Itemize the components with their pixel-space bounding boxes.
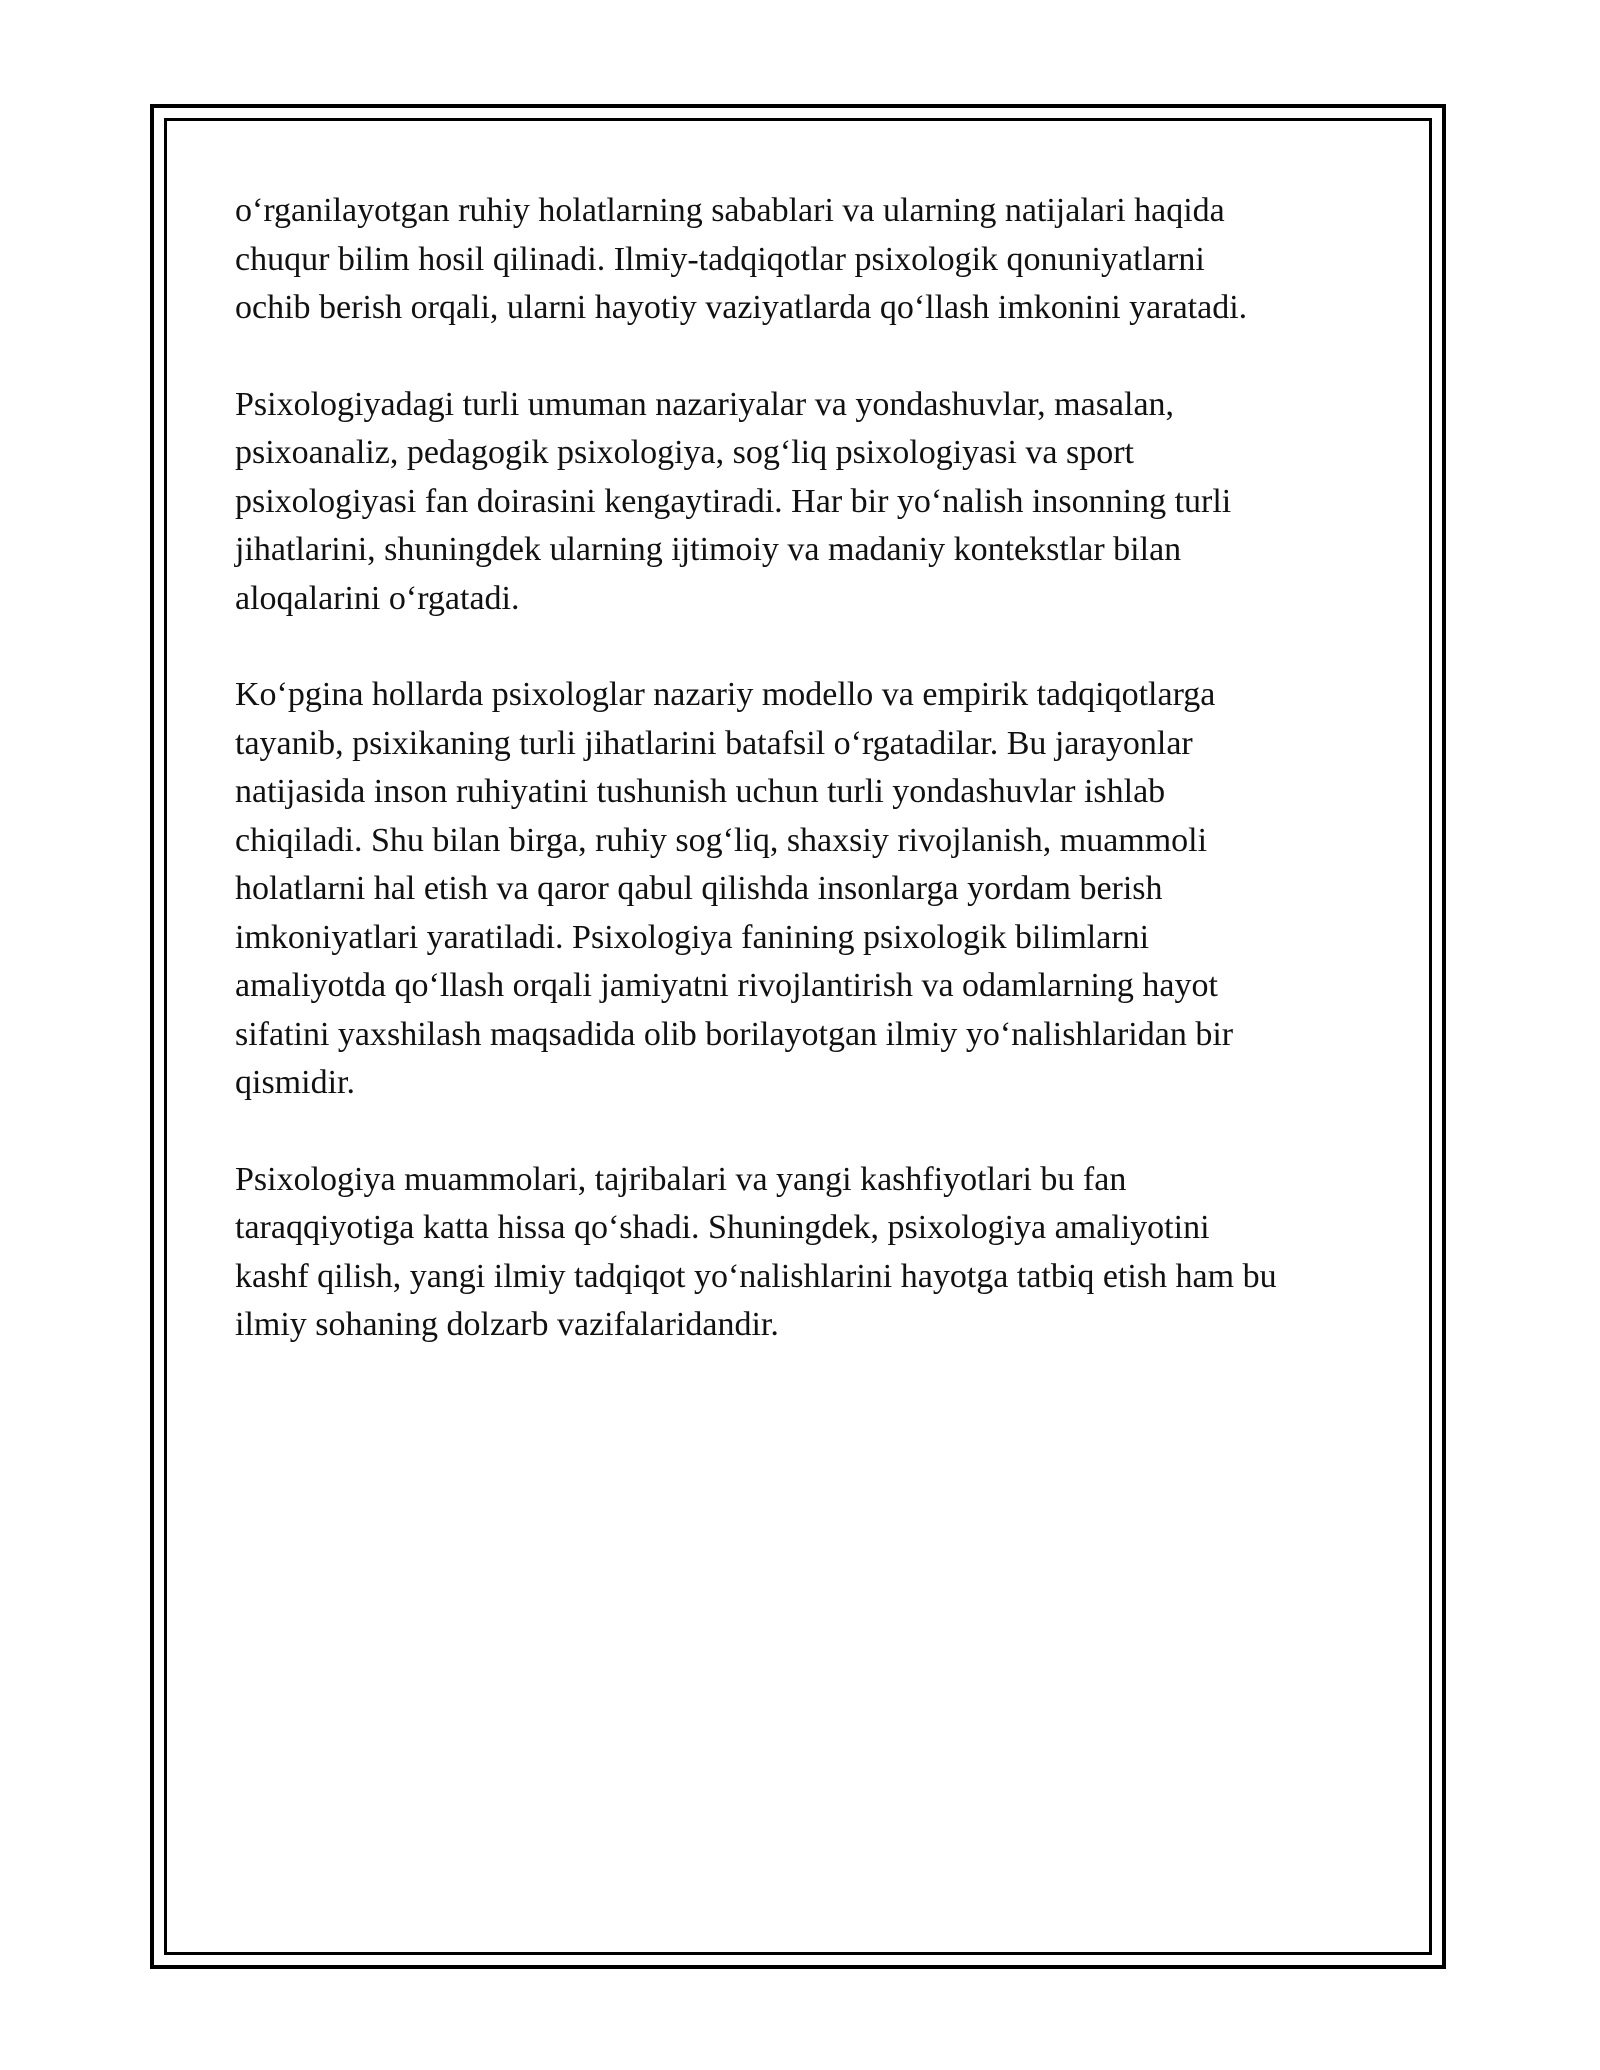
paragraph-2	[235, 381, 1370, 624]
text-line: taraqqiyotiga katta hissa qo‘shadi. Shuningdek, psixologiya amaliyotini	[235, 1209, 1210, 1246]
paragraph-1	[235, 187, 1370, 333]
text-line: aloqalarini o‘rgatadi.	[235, 579, 520, 617]
text-line: o‘rganilayotgan ruhiy holatlarning sabablari va ularning natijalari haqida	[235, 192, 1225, 229]
text-line: chuqur bilim hosil qilinadi. Ilmiy-tadqiqotlar psixologik qonuniyatlarni	[235, 240, 1205, 278]
text-line: ochib berish orqali, ularni hayotiy vaziyatlarda qo‘llash imkonini yaratadi.	[235, 289, 1248, 326]
text-line: psixoanaliz, pedagogik psixologiya, sog‘liq psixologiyasi va sport	[235, 434, 1135, 471]
text-line: holatlarni hal etish va qaror qabul qilishda insonlarga yordam berish	[235, 870, 1163, 907]
text-line: Psixologiyadagi turli umuman nazariyalar va yondashuvlar, masalan,	[235, 385, 1175, 423]
text-line: psixologiyasi fan doirasini kengaytiradi. Har bir yo‘nalish insonning turli	[235, 482, 1232, 520]
text-line: amaliyotda qo‘llash orqali jamiyatni rivojlantirish va odamlarning hayot	[235, 967, 1218, 1004]
document-body	[235, 187, 1370, 1398]
paragraph-3	[235, 671, 1370, 1108]
text-line: chiqiladi. Shu bilan birga, ruhiy sog‘liq, shaxsiy rivojlanish, muammoli	[235, 821, 1208, 859]
text-line: sifatini yaxshilash maqsadida olib borilayotgan ilmiy yo‘nalishlaridan bir	[235, 1015, 1234, 1053]
text-line: Ko‘pgina hollarda psixologlar nazariy modello va empirik tadqiqotlarga	[235, 676, 1216, 713]
text-line: tayanib, psixikaning turli jihatlarini batafsil o‘rgatadilar. Bu jarayonlar	[235, 724, 1193, 762]
text-line: Psixologiya muammolari, tajribalari va yangi kashfiyotlari bu fan	[235, 1160, 1127, 1198]
text-line: qismidir.	[235, 1064, 355, 1101]
text-line: natijasida inson ruhiyatini tushunish uchun turli yondashuvlar ishlab	[235, 773, 1166, 810]
text-line: kashf qilish, yangi ilmiy tadqiqot yo‘nalishlarini hayotga tatbiq etish ham bu	[235, 1257, 1277, 1295]
text-line: jihatlarini, shuningdek ularning ijtimoiy va madaniy kontekstlar bilan	[235, 531, 1182, 568]
text-line: imkoniyatlari yaratiladi. Psixologiya fanining psixologik bilimlarni	[235, 918, 1150, 956]
paragraph-4	[235, 1156, 1370, 1350]
text-line: ilmiy sohaning dolzarb vazifalaridandir.	[235, 1306, 779, 1343]
